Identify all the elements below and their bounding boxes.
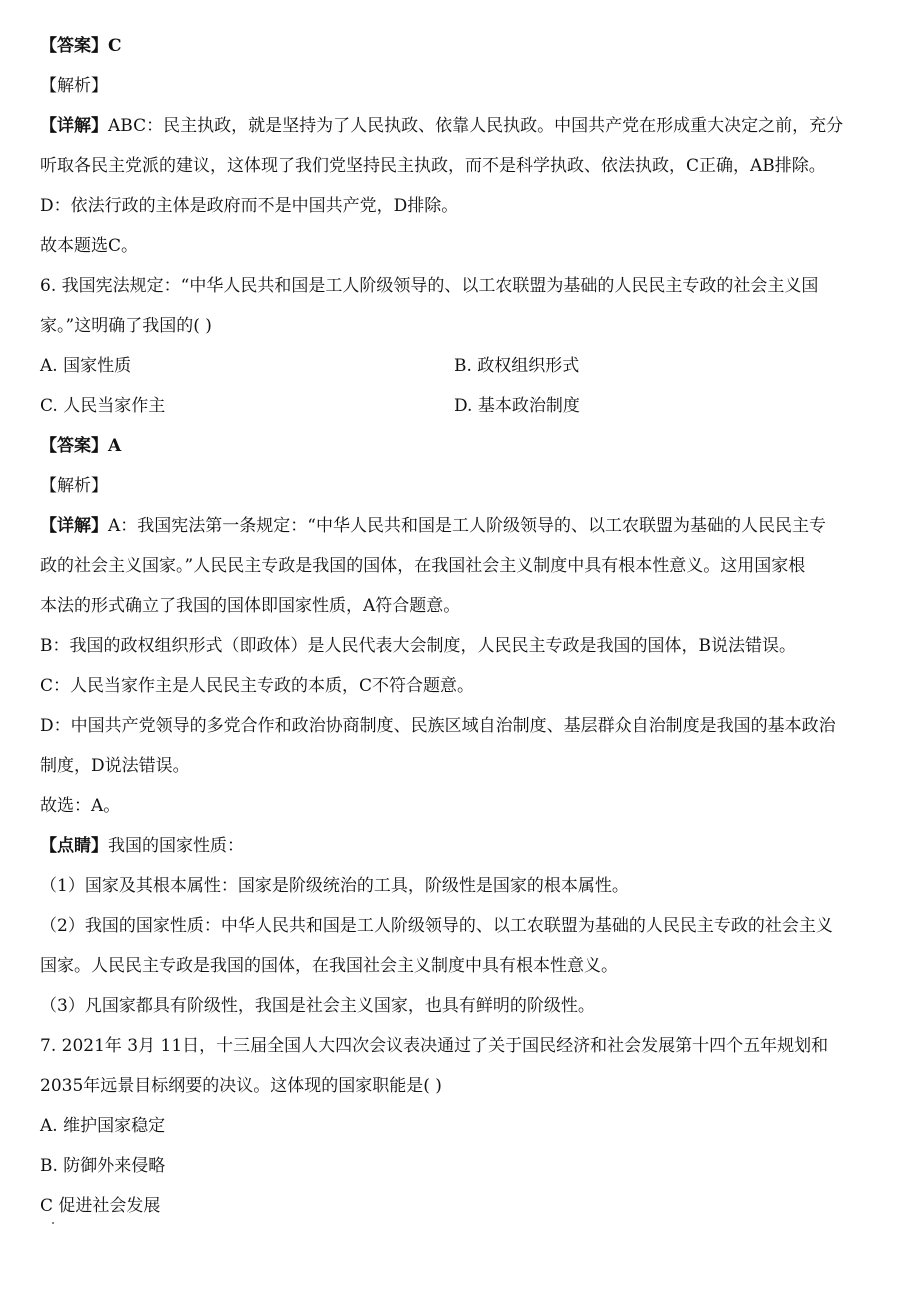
- answer-value: C: [108, 36, 122, 56]
- point-text: （2）我国的国家性质：中华人民共和国是工人阶级领导的、以工农联盟为基础的人民民主专政的社会主义: [40, 916, 833, 936]
- analysis-tag: 【解析】: [40, 476, 108, 496]
- q6-point-3: [40, 986, 872, 1026]
- q6-detail-b: [40, 626, 872, 666]
- q6-options-row-1: [40, 346, 872, 386]
- q6-options-row-2: [40, 386, 872, 426]
- q6-detail-a-line-1: [40, 506, 872, 546]
- option-b: B. 防御外来侵略: [40, 1156, 166, 1176]
- question-stem: 家。”这明确了我国的( ): [40, 316, 212, 336]
- detail-text: 本法的形式确立了我国的国体即国家性质，A符合题意。: [40, 596, 461, 616]
- stray-dot-mark: [52, 1222, 54, 1224]
- detail-text: A：我国宪法第一条规定：“中华人民共和国是工人阶级领导的、以工农联盟为基础的人民民主专: [108, 516, 826, 536]
- option-c: C 促进社会发展: [40, 1196, 161, 1216]
- document-page: [40, 26, 872, 1226]
- q5-conclusion: [40, 226, 872, 266]
- q7-stem-line-1: [40, 1026, 872, 1066]
- point-title: 我国的国家性质：: [108, 836, 244, 856]
- detail-text: 政的社会主义国家。”人民民主专政是我国的国体，在我国社会主义制度中具有根本性意义。这用国家根: [40, 556, 806, 576]
- detail-text: D：中国共产党领导的多党合作和政治协商制度、民族区域自治制度、基层群众自治制度是我国的基本政治: [40, 716, 836, 736]
- option-a: A. 国家性质: [40, 356, 132, 376]
- detail-text: ABC：民主执政，就是坚持为了人民执政、依靠人民执政。中国共产党在形成重大决定之前，充分: [108, 116, 844, 136]
- q6-point-1: [40, 866, 872, 906]
- conclusion-text: 故本题选C。: [40, 236, 139, 256]
- q6-point-title: [40, 826, 872, 866]
- q5-detail-line-2: [40, 146, 872, 186]
- question-stem: 7. 2021年 3月 11日，十三届全国人大四次会议表决通过了关于国民经济和社会发展第十四个五年规划和: [40, 1036, 829, 1056]
- q7-option-b: [40, 1146, 872, 1186]
- q7-option-c: [40, 1186, 872, 1226]
- option-c: C. 人民当家作主: [40, 396, 166, 416]
- q6-conclusion: [40, 786, 872, 826]
- q6-detail-c: [40, 666, 872, 706]
- answer-tag: 【答案】: [40, 436, 108, 456]
- q7-option-a: [40, 1106, 872, 1146]
- q6-stem-line-1: [40, 266, 872, 306]
- option-b: B. 政权组织形式: [454, 356, 580, 376]
- q6-point-2-line-2: [40, 946, 872, 986]
- q6-analysis-line: [40, 466, 872, 506]
- option-a: A. 维护国家稳定: [40, 1116, 166, 1136]
- q5-detail-line-3: [40, 186, 872, 226]
- point-text: 国家。人民民主专政是我国的国体，在我国社会主义制度中具有根本性意义。: [40, 956, 618, 976]
- q6-detail-a-line-3: [40, 586, 872, 626]
- q6-point-2-line-1: [40, 906, 872, 946]
- answer-value: A: [108, 436, 122, 456]
- q7-stem-line-2: [40, 1066, 872, 1106]
- q6-detail-d-line-2: [40, 746, 872, 786]
- option-d: D. 基本政治制度: [454, 396, 580, 416]
- detail-text: 听取各民主党派的建议，这体现了我们党坚持民主执政，而不是科学执政、依法执政，C正确，AB排除。: [40, 156, 826, 176]
- detail-text: C：人民当家作主是人民民主专政的本质，C不符合题意。: [40, 676, 475, 696]
- analysis-tag: 【解析】: [40, 76, 108, 96]
- q5-detail-line-1: [40, 106, 872, 146]
- q6-answer-line: [40, 426, 872, 466]
- q5-analysis-line: [40, 66, 872, 106]
- detail-tag: 【详解】: [40, 516, 108, 536]
- question-stem: 2035年远景目标纲要的决议。这体现的国家职能是( ): [40, 1076, 442, 1096]
- point-text: （1）国家及其根本属性：国家是阶级统治的工具，阶级性是国家的根本属性。: [40, 876, 629, 896]
- q6-stem-line-2: [40, 306, 872, 346]
- detail-text: 制度，D说法错误。: [40, 756, 190, 776]
- point-text: （3）凡国家都具有阶级性，我国是社会主义国家，也具有鲜明的阶级性。: [40, 996, 595, 1016]
- conclusion-text: 故选：A。: [40, 796, 121, 816]
- q5-answer-line: [40, 26, 872, 66]
- answer-tag: 【答案】: [40, 36, 108, 56]
- q6-detail-a-line-2: [40, 546, 872, 586]
- detail-text: D：依法行政的主体是政府而不是中国共产党，D排除。: [40, 196, 459, 216]
- detail-tag: 【详解】: [40, 116, 108, 136]
- q6-detail-d-line-1: [40, 706, 872, 746]
- point-tag: 【点睛】: [40, 836, 108, 856]
- detail-text: B：我国的政权组织形式（即政体）是人民代表大会制度，人民民主专政是我国的国体，B说法错误。: [40, 636, 796, 656]
- question-stem: 6. 我国宪法规定：“中华人民共和国是工人阶级领导的、以工农联盟为基础的人民民主专政的社会主义国: [40, 276, 819, 296]
